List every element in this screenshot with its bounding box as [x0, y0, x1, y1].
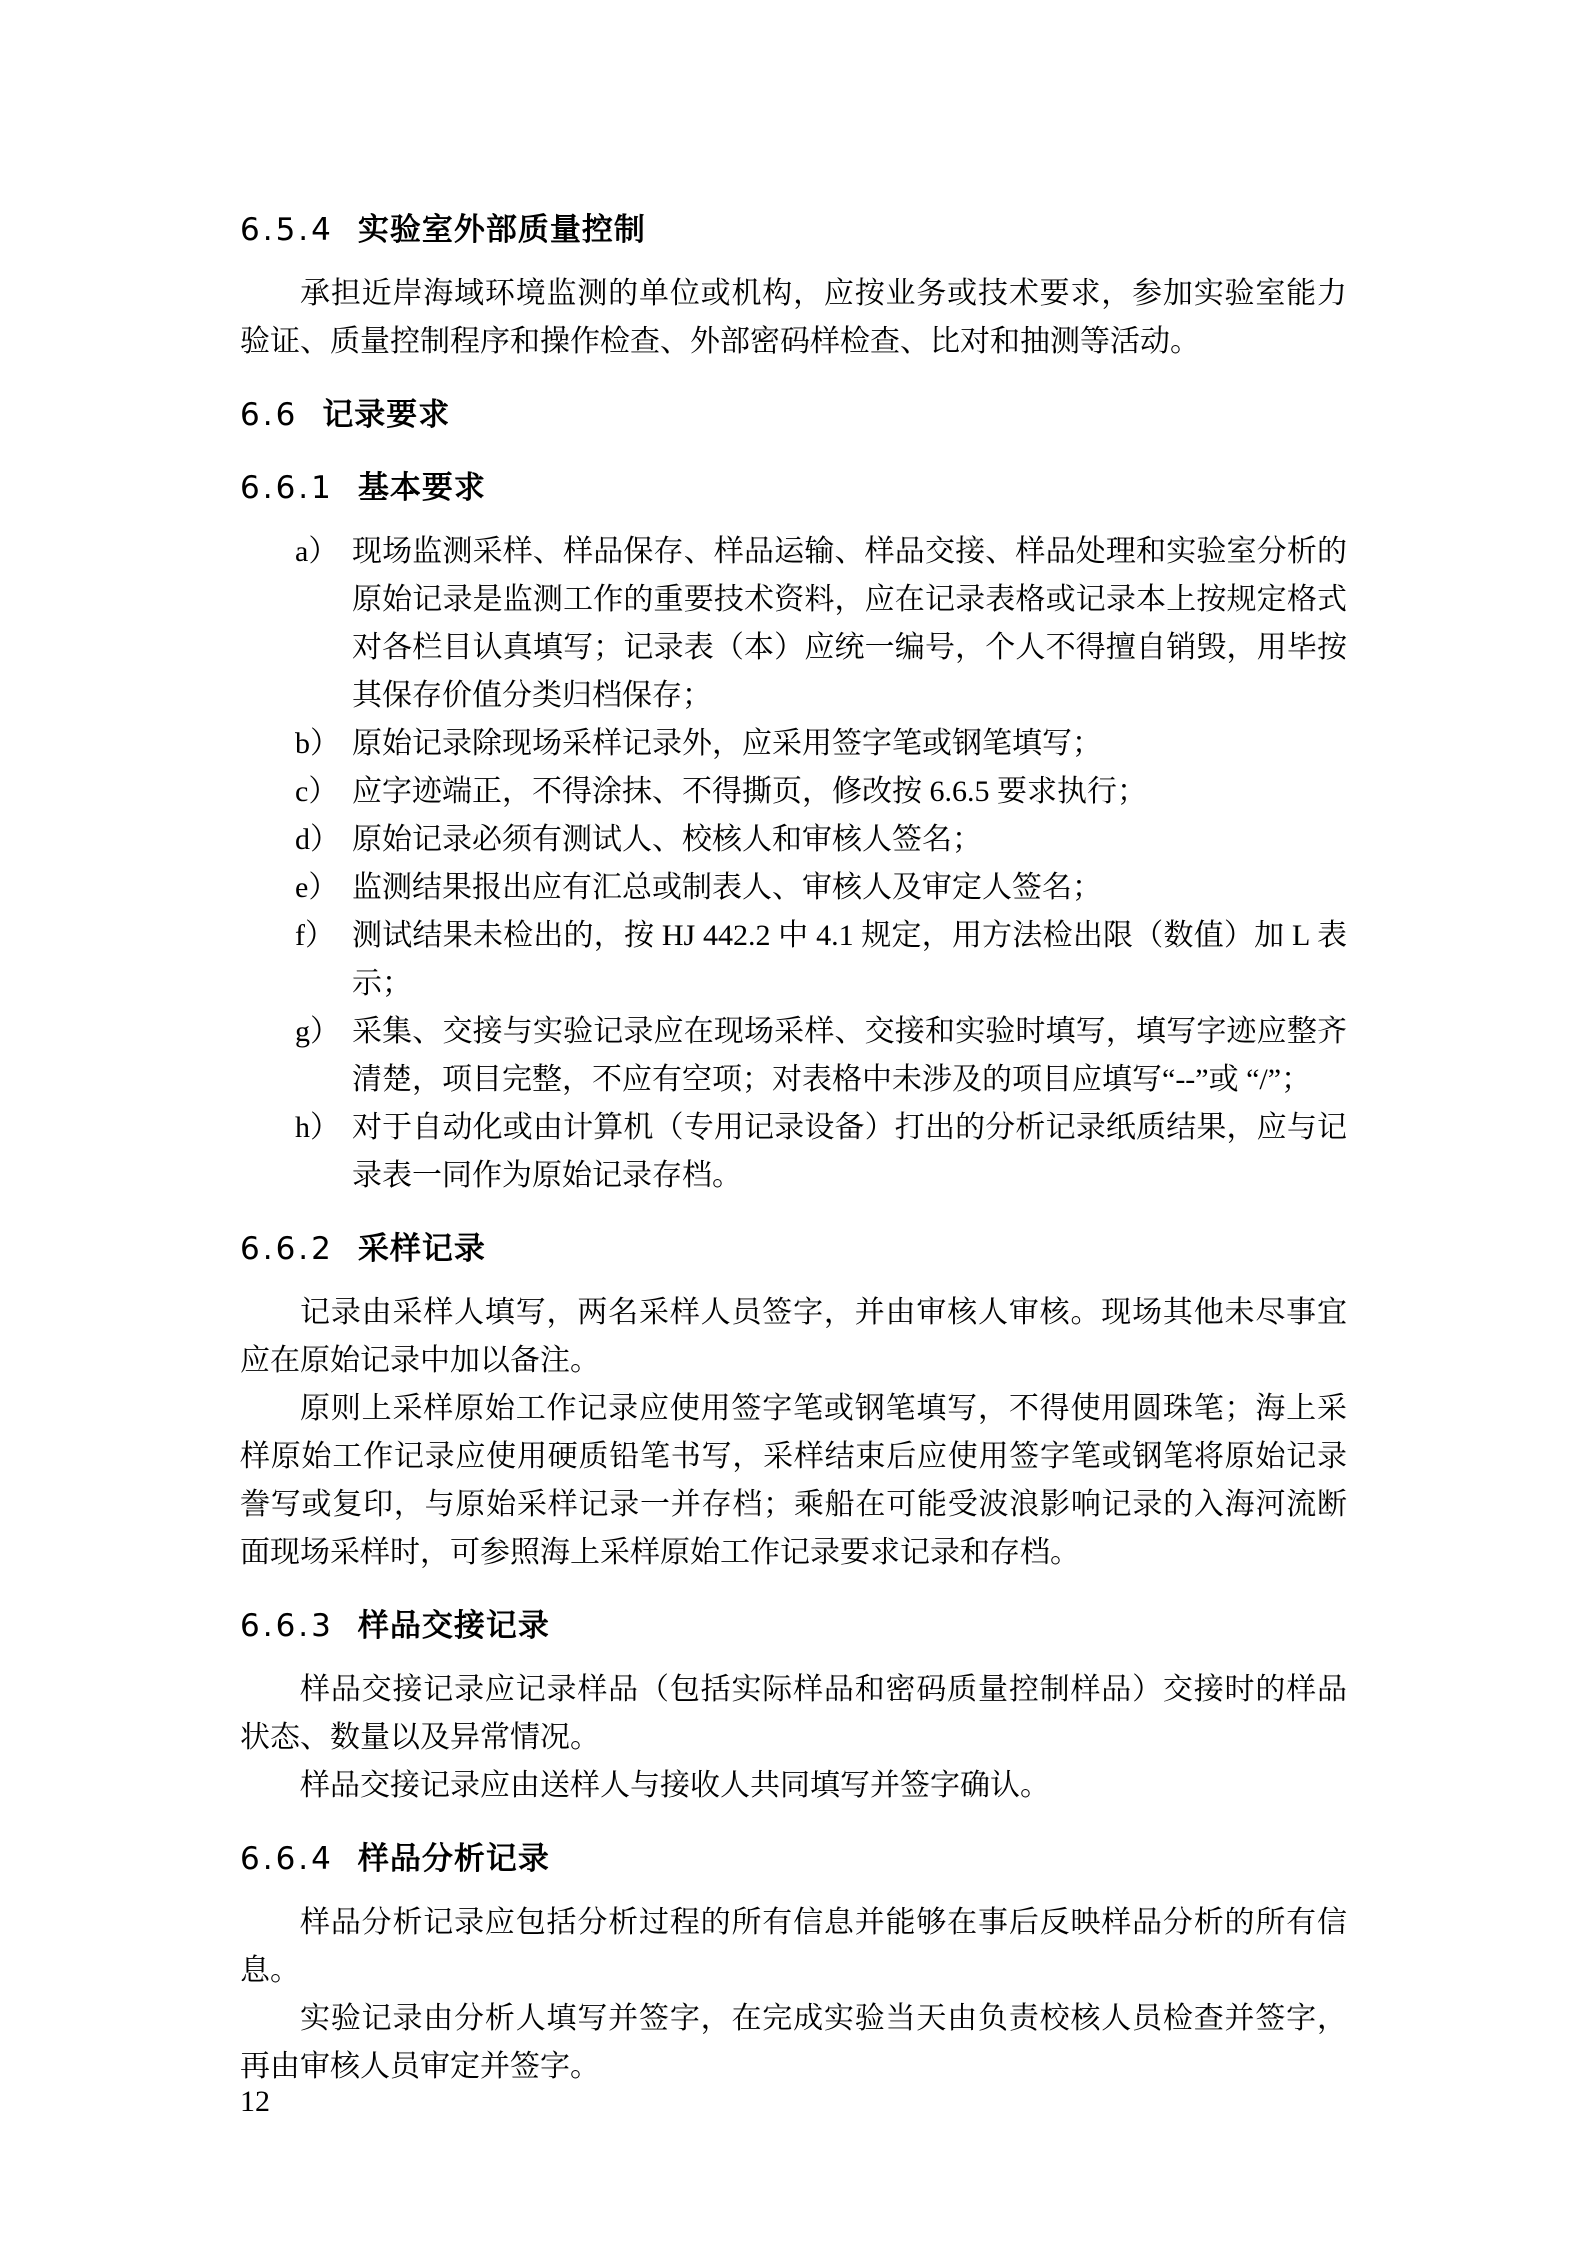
- list-item-label: f）: [295, 919, 335, 952]
- heading-6-6-4: [240, 1835, 1347, 1883]
- paragraph-6-6-4-b: 实验记录由分析人填写并签字，在完成实验当天由负责校核人员检查并签字，再由审核人员审定并签字。: [240, 2002, 1347, 2083]
- paragraph-6-6-3-b: 样品交接记录应由送样人与接收人共同填写并签字确认。: [300, 1769, 1050, 1802]
- list-item-e: [240, 864, 1347, 912]
- list-item-text: 采集、交接与实验记录应在现场采样、交接和实验时填写，填写字迹应整齐清楚，项目完整，不应有空项；对表格中未涉及的项目应填写“--”或 “/”；: [352, 1015, 1347, 1096]
- heading-number: 6.6.2: [240, 1231, 334, 1267]
- heading-number: 6.6.3: [240, 1608, 334, 1644]
- heading-6-5-4: [240, 206, 1347, 254]
- list-item-a: [240, 528, 1347, 720]
- heading-6-6: [240, 391, 1347, 439]
- paragraph-6-5-4: 承担近岸海域环境监测的单位或机构，应按业务或技术要求，参加实验室能力验证、质量控制程序和操作检查、外部密码样检查、比对和抽测等活动。: [240, 277, 1347, 358]
- list-item-f: [240, 912, 1347, 1008]
- heading-title: 样品分析记录: [357, 1841, 550, 1877]
- paragraph-6-6-3-a: 样品交接记录应记录样品（包括实际样品和密码质量控制样品）交接时的样品状态、数量以及异常情况。: [240, 1673, 1347, 1754]
- paragraph-6-6-4-a: 样品分析记录应包括分析过程的所有信息并能够在事后反映样品分析的所有信息。: [240, 1906, 1347, 1987]
- heading-title: 实验室外部质量控制: [357, 212, 646, 248]
- page-content: [240, 206, 1347, 2091]
- heading-title: 样品交接记录: [357, 1608, 550, 1644]
- list-item-label: g）: [295, 1015, 340, 1048]
- paragraph-6-6-2-a: 记录由采样人填写，两名采样人员签字，并由审核人审核。现场其他未尽事宜应在原始记录中加以备注。: [240, 1296, 1347, 1377]
- list-item-text: 原始记录除现场采样记录外，应采用签字笔或钢笔填写；: [352, 727, 1102, 760]
- heading-number: 6.6: [240, 397, 299, 433]
- list-item-text: 测试结果未检出的，按 HJ 442.2 中 4.1 规定，用方法检出限（数值）加 L 表示；: [352, 919, 1347, 1000]
- paragraph-6-6-2-b: 原则上采样原始工作记录应使用签字笔或钢笔填写，不得使用圆珠笔；海上采样原始工作记录应使用硬质铅笔书写，采样结束后应使用签字笔或钢笔将原始记录誊写或复印，与原始采样记录一并存档；乘船在可能受波浪影响记录的入海河流断面现场采样时，可参照海上采样原始工作记录要求记录和存档。: [240, 1392, 1347, 1569]
- list-item-g: [240, 1008, 1347, 1104]
- list-item-text: 应字迹端正，不得涂抹、不得撕页，修改按 6.6.5 要求执行；: [352, 775, 1147, 808]
- list-item-label: b）: [295, 727, 340, 760]
- list-item-text: 监测结果报出应有汇总或制表人、审核人及审定人签名；: [352, 871, 1102, 904]
- heading-6-6-2: [240, 1225, 1347, 1273]
- list-item-label: a）: [295, 535, 339, 568]
- list-item-h: [240, 1104, 1347, 1200]
- list-item-text: 原始记录必须有测试人、校核人和审核人签名；: [352, 823, 982, 856]
- heading-number: 6.6.1: [240, 470, 334, 506]
- list-item-label: e）: [295, 871, 339, 904]
- list-item-label: c）: [295, 775, 339, 808]
- heading-number: 6.6.4: [240, 1841, 334, 1877]
- list-item-text: 对于自动化或由计算机（专用记录设备）打出的分析记录纸质结果，应与记录表一同作为原始记录存档。: [352, 1111, 1347, 1192]
- list-item-label: d）: [295, 823, 340, 856]
- list-item-text: 现场监测采样、样品保存、样品运输、样品交接、样品处理和实验室分析的原始记录是监测工作的重要技术资料，应在记录表格或记录本上按规定格式对各栏目认真填写；记录表（本）应统一编号，个人不得擅自销毁，用毕按其保存价值分类归档保存；: [352, 535, 1347, 712]
- heading-number: 6.5.4: [240, 212, 334, 248]
- heading-6-6-1: [240, 464, 1347, 512]
- page-number: 12: [240, 2085, 270, 2118]
- list-item-d: [240, 816, 1347, 864]
- list-item-b: [240, 720, 1347, 768]
- heading-title: 基本要求: [357, 470, 486, 506]
- list-6-6-1: [240, 528, 1347, 1200]
- heading-title: 记录要求: [322, 397, 451, 433]
- list-item-c: [240, 768, 1347, 816]
- list-item-label: h）: [295, 1111, 340, 1144]
- heading-title: 采样记录: [357, 1231, 486, 1267]
- heading-6-6-3: [240, 1602, 1347, 1650]
